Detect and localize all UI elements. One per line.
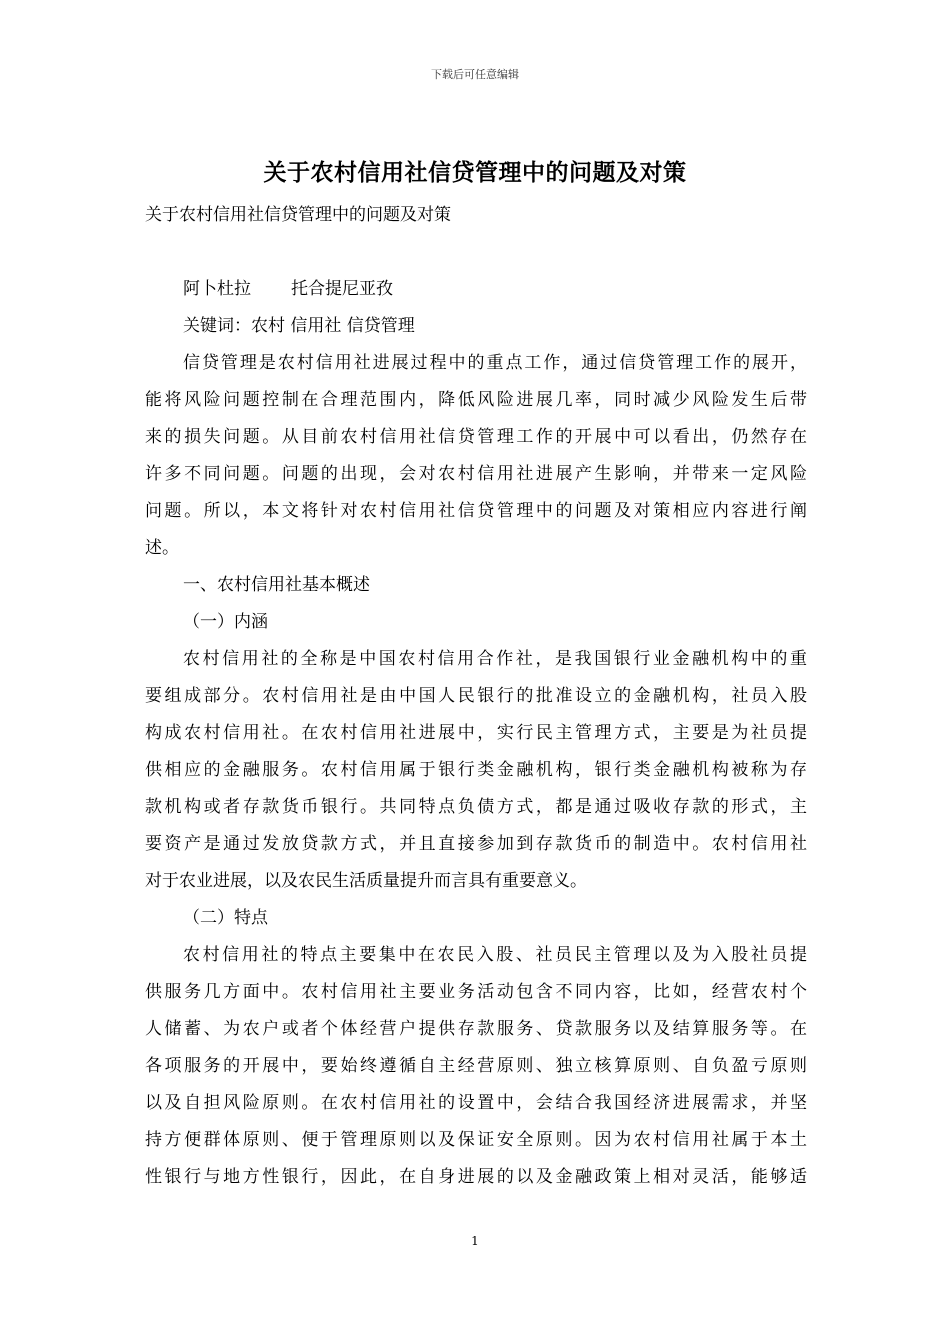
keywords: 关键词：农村 信用社 信贷管理 (183, 316, 415, 336)
paragraph-line: 供服务几方面中。农村信用社主要业务活动包含不同内容，比如，经营农村个 (145, 982, 807, 1002)
paragraph-line: 对于农业进展，以及农民生活质量提升而言具有重要意义。 (145, 871, 587, 891)
paragraph-line: 问题。所以，本文将针对农村信用社信贷管理中的问题及对策相应内容进行阐 (145, 501, 807, 521)
paragraph-line: 信贷管理是农村信用社进展过程中的重点工作，通过信贷管理工作的展开， (183, 353, 807, 373)
author-name: 阿卜杜拉 (183, 279, 251, 299)
paragraph-line: 构成农村信用社。在农村信用社进展中，实行民主管理方式，主要是为社员提 (145, 723, 807, 743)
subsection-heading: （二）特点 (183, 908, 268, 928)
paragraph-line: 以及自担风险原则。在农村信用社的设置中，会结合我国经济进展需求，并坚 (145, 1093, 807, 1113)
paragraph-line: 人储蓄、为农户或者个体经营户提供存款服务、贷款服务以及结算服务等。在 (145, 1019, 807, 1039)
header-note: 下载后可任意编辑 (431, 68, 519, 81)
intro-paragraph (145, 345, 807, 567)
author-name: 托合提尼亚孜 (291, 279, 393, 299)
section-heading: 一、农村信用社基本概述 (183, 575, 370, 595)
subsection-heading: （一）内涵 (183, 612, 268, 632)
paragraph-line: 持方便群体原则、便于管理原则以及保证安全原则。因为农村信用社属于本土 (145, 1130, 807, 1150)
paragraph-line: 许多不同问题。问题的出现，会对农村信用社进展产生影响，并带来一定风险 (145, 464, 807, 484)
paragraph-line: 性银行与地方性银行，因此，在自身进展的以及金融政策上相对灵活，能够适 (145, 1167, 807, 1187)
document-title: 关于农村信用社信贷管理中的问题及对策 (263, 159, 687, 186)
paragraph-line: 要资产是通过发放贷款方式，并且直接参加到存款货币的制造中。农村信用社 (145, 834, 807, 854)
paragraph-line: 农村信用社的全称是中国农村信用合作社，是我国银行业金融机构中的重 (183, 649, 807, 669)
paragraph-line: 述。 (145, 538, 179, 558)
paragraph-line: 款机构或者存款货币银行。共同特点负债方式，都是通过吸收存款的形式，主 (145, 797, 807, 817)
author-line (145, 271, 807, 308)
subsection-paragraph (145, 641, 807, 900)
paragraph-line: 农村信用社的特点主要集中在农民入股、社员民主管理以及为入股社员提 (183, 945, 807, 965)
paragraph-line: 来的损失问题。从目前农村信用社信贷管理工作的开展中可以看出，仍然存在 (145, 427, 807, 447)
paragraph-line: 各项服务的开展中，要始终遵循自主经营原则、独立核算原则、自负盈亏原则 (145, 1056, 807, 1076)
paragraph-line: 要组成部分。农村信用社是由中国人民银行的批准设立的金融机构，社员入股 (145, 686, 807, 706)
subtitle: 关于农村信用社信贷管理中的问题及对策 (145, 205, 451, 225)
subsection-paragraph (145, 937, 807, 1196)
document-body (145, 197, 807, 1196)
paragraph-line: 供相应的金融服务。农村信用属于银行类金融机构，银行类金融机构被称为存 (145, 760, 807, 780)
paragraph-line: 能将风险问题控制在合理范围内，降低风险进展几率，同时减少风险发生后带 (145, 390, 807, 410)
page-number: 1 (471, 1234, 479, 1248)
